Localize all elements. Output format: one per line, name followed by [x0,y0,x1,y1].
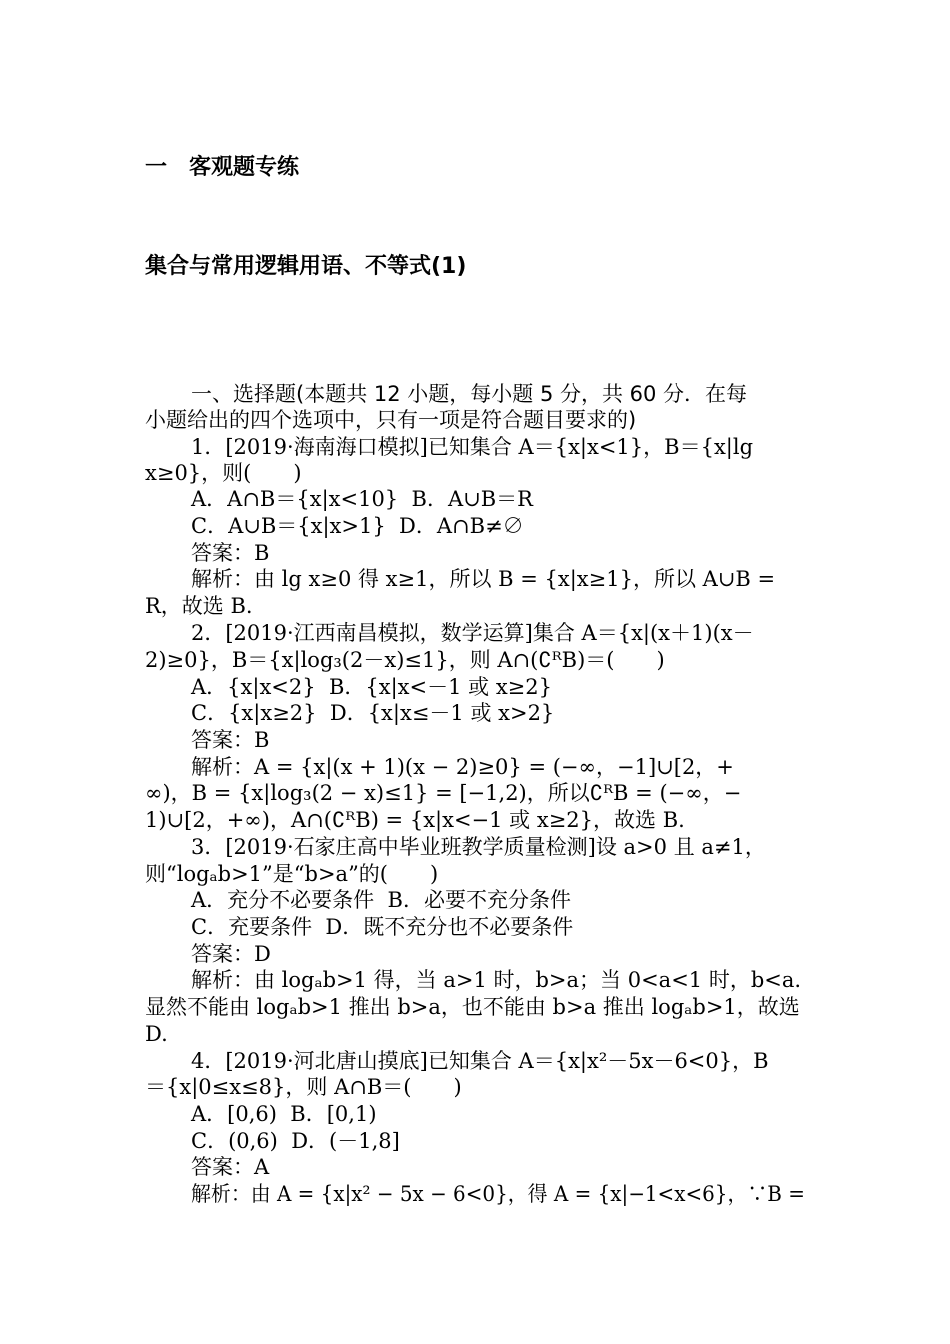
question-3-analysis-3: D. [145,1022,168,1046]
question-2-line-2: 2)≥0}，B＝{x|log₃(2－x)≤1}，则 A∩(∁ᴿB)＝( ) [145,648,665,672]
question-1-answer: 答案：B [191,541,270,565]
section-title: 一 客观题专练 [145,155,300,180]
page-subtitle: 集合与常用逻辑用语、不等式(1) [145,254,467,279]
question-3-options-ab: A．充分不必要条件 B．必要不充分条件 [191,888,571,912]
question-4-line-2: ＝{x|0≤x≤8}，则 A∩B＝( ) [145,1075,462,1099]
question-3-analysis-1: 解析：由 logₐb>1 得，当 a>1 时，b>a；当 0<a<1 时，b<a. [191,968,802,992]
question-4-options-ab: A．[0,6) B．[0,1) [191,1102,377,1126]
question-3-line-2: 则“logₐb>1”是“b>a”的( ) [145,862,439,886]
question-4-analysis-1: 解析：由 A = {x|x² − 5x − 6<0}，得 A = {x|−1<x<6}，∵B = [191,1182,805,1206]
intro-line-1: 一、选择题(本题共 12 小题，每小题 5 分，共 60 分．在每 [191,382,748,406]
question-1-line-2: x≥0}，则( ) [145,461,302,485]
question-2-answer: 答案：B [191,728,270,752]
question-4-line-1: 4．[2019·河北唐山摸底]已知集合 A＝{x|x²－5x－6<0}，B [191,1049,769,1073]
question-1-analysis-1: 解析：由 lg x≥0 得 x≥1，所以 B = {x|x≥1}，所以 A∪B = [191,567,776,591]
question-2-options-cd: C．{x|x≥2} D．{x|x≤－1 或 x>2} [191,701,555,725]
question-2-analysis-3: 1)∪[2，+∞)，A∩(∁ᴿB) = {x|x<−1 或 x≥2}，故选 B. [145,808,685,832]
question-2-analysis-2: ∞)，B = {x|log₃(2 − x)≤1} = [−1,2)，所以∁ᴿB = (−∞，− [145,781,742,805]
intro-line-2: 小题给出的四个选项中，只有一项是符合题目要求的) [145,408,637,432]
question-4-answer: 答案：A [191,1155,270,1179]
question-3-line-1: 3．[2019·石家庄高中毕业班教学质量检测]设 a>0 且 a≠1， [191,835,766,859]
question-3-analysis-2: 显然不能由 logₐb>1 推出 b>a，也不能由 b>a 推出 logₐb>1，故选 [145,995,800,1019]
question-3-options-cd: C．充要条件 D．既不充分也不必要条件 [191,915,574,939]
question-1-options-cd: C．A∪B＝{x|x>1} D．A∩B≠∅ [191,514,524,538]
question-3-answer: 答案：D [191,942,271,966]
question-4-options-cd: C．(0,6) D．(－1,8] [191,1129,400,1153]
question-2-options-ab: A．{x|x<2} B．{x|x<－1 或 x≥2} [191,675,552,699]
question-1-analysis-2: R，故选 B. [145,594,253,618]
question-2-line-1: 2．[2019·江西南昌模拟，数学运算]集合 A＝{x|(x＋1)(x－ [191,621,754,645]
question-2-analysis-1: 解析：A = {x|(x + 1)(x − 2)≥0} = (−∞，−1]∪[2，+ [191,755,734,779]
question-1-options-ab: A．A∩B＝{x|x<10} B．A∪B＝R [191,487,533,511]
question-1-line-1: 1．[2019·海南海口模拟]已知集合 A＝{x|x<1}，B＝{x|lg [191,435,754,459]
